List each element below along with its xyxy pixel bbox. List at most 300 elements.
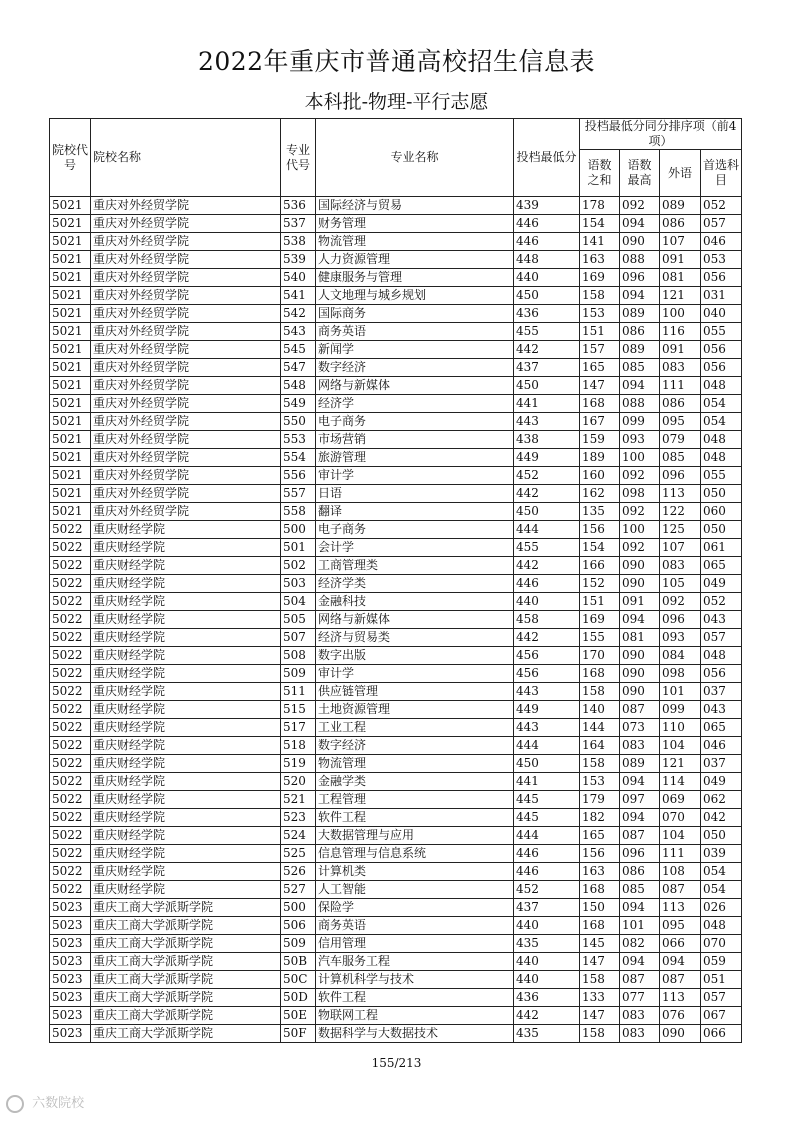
cell-yuwen-sum: 157 (580, 341, 620, 359)
cell-waiyu: 113 (660, 899, 701, 917)
cell-yushu-max: 077 (620, 989, 660, 1007)
cell-school-name: 重庆对外经贸学院 (91, 287, 281, 305)
cell-yuwen-sum: 144 (580, 719, 620, 737)
page-number: 155/213 (371, 1056, 422, 1070)
cell-yuwen-sum: 165 (580, 359, 620, 377)
cell-major-name: 软件工程 (316, 809, 514, 827)
cell-shouxuan: 039 (701, 845, 742, 863)
cell-waiyu: 122 (660, 503, 701, 521)
cell-school-code: 5023 (50, 989, 91, 1007)
cell-major-name: 审计学 (316, 665, 514, 683)
cell-waiyu: 101 (660, 683, 701, 701)
table-row (50, 323, 742, 341)
cell-shouxuan: 054 (701, 881, 742, 899)
cell-min-score: 446 (514, 215, 580, 233)
cell-major-code: 505 (281, 611, 316, 629)
cell-yushu-max: 098 (620, 485, 660, 503)
cell-major-name: 网络与新媒体 (316, 611, 514, 629)
cell-school-name: 重庆财经学院 (91, 881, 281, 899)
table-row (50, 593, 742, 611)
table-row (50, 305, 742, 323)
table-row (50, 359, 742, 377)
header-major-name: 专业名称 (316, 119, 514, 197)
cell-yushu-max: 094 (620, 611, 660, 629)
cell-min-score: 436 (514, 989, 580, 1007)
cell-shouxuan: 042 (701, 809, 742, 827)
cell-yuwen-sum: 147 (580, 953, 620, 971)
table-row (50, 791, 742, 809)
cell-yuwen-sum: 140 (580, 701, 620, 719)
header-shouxuan: 首选科目 (701, 150, 742, 197)
cell-yuwen-sum: 158 (580, 683, 620, 701)
cell-school-code: 5022 (50, 827, 91, 845)
cell-school-code: 5023 (50, 1007, 91, 1025)
cell-yuwen-sum: 182 (580, 809, 620, 827)
cell-min-score: 442 (514, 485, 580, 503)
cell-school-code: 5022 (50, 881, 91, 899)
cell-waiyu: 084 (660, 647, 701, 665)
cell-min-score: 435 (514, 935, 580, 953)
cell-yushu-max: 101 (620, 917, 660, 935)
cell-school-code: 5022 (50, 593, 91, 611)
cell-school-code: 5022 (50, 683, 91, 701)
cell-min-score: 455 (514, 323, 580, 341)
cell-major-code: 519 (281, 755, 316, 773)
cell-yuwen-sum: 178 (580, 197, 620, 215)
table-row (50, 557, 742, 575)
cell-min-score: 446 (514, 863, 580, 881)
cell-major-name: 电子商务 (316, 521, 514, 539)
cell-yushu-max: 086 (620, 323, 660, 341)
table-row (50, 755, 742, 773)
cell-major-name: 工业工程 (316, 719, 514, 737)
cell-yuwen-sum: 141 (580, 233, 620, 251)
cell-major-name: 汽车服务工程 (316, 953, 514, 971)
table-row (50, 449, 742, 467)
cell-major-code: 525 (281, 845, 316, 863)
table-row (50, 701, 742, 719)
cell-shouxuan: 056 (701, 665, 742, 683)
cell-major-name: 市场营销 (316, 431, 514, 449)
cell-yuwen-sum: 168 (580, 917, 620, 935)
cell-school-code: 5022 (50, 629, 91, 647)
cell-major-name: 网络与新媒体 (316, 377, 514, 395)
cell-school-name: 重庆财经学院 (91, 539, 281, 557)
cell-school-code: 5022 (50, 557, 91, 575)
cell-min-score: 449 (514, 449, 580, 467)
watermark-logo-icon (6, 1095, 24, 1113)
cell-shouxuan: 055 (701, 467, 742, 485)
header-school-name: 院校名称 (91, 119, 281, 197)
cell-yuwen-sum: 153 (580, 305, 620, 323)
cell-waiyu: 066 (660, 935, 701, 953)
cell-waiyu: 107 (660, 233, 701, 251)
cell-yushu-max: 097 (620, 791, 660, 809)
table-row (50, 737, 742, 755)
cell-min-score: 446 (514, 845, 580, 863)
cell-school-code: 5022 (50, 737, 91, 755)
table-row (50, 377, 742, 395)
cell-waiyu: 121 (660, 755, 701, 773)
cell-yuwen-sum: 158 (580, 1025, 620, 1043)
cell-waiyu: 107 (660, 539, 701, 557)
cell-school-name: 重庆对外经贸学院 (91, 233, 281, 251)
cell-school-name: 重庆财经学院 (91, 773, 281, 791)
cell-min-score: 446 (514, 575, 580, 593)
cell-waiyu: 095 (660, 413, 701, 431)
cell-school-name: 重庆工商大学派斯学院 (91, 989, 281, 1007)
cell-waiyu: 076 (660, 1007, 701, 1025)
cell-school-name: 重庆工商大学派斯学院 (91, 935, 281, 953)
cell-major-name: 审计学 (316, 467, 514, 485)
watermark (6, 1092, 84, 1113)
cell-major-code: 526 (281, 863, 316, 881)
header-yuwen-sum: 语数之和 (580, 150, 620, 197)
cell-shouxuan: 046 (701, 233, 742, 251)
page-title: 2022年重庆市普通高校招生信息表 (197, 47, 596, 76)
cell-min-score: 448 (514, 251, 580, 269)
cell-min-score: 445 (514, 791, 580, 809)
cell-yuwen-sum: 164 (580, 737, 620, 755)
cell-min-score: 449 (514, 701, 580, 719)
cell-yuwen-sum: 151 (580, 593, 620, 611)
cell-waiyu: 091 (660, 251, 701, 269)
cell-yushu-max: 092 (620, 197, 660, 215)
cell-waiyu: 079 (660, 431, 701, 449)
table-row (50, 1025, 742, 1043)
cell-min-score: 450 (514, 503, 580, 521)
cell-min-score: 440 (514, 953, 580, 971)
cell-shouxuan: 026 (701, 899, 742, 917)
cell-waiyu: 116 (660, 323, 701, 341)
cell-major-code: 500 (281, 521, 316, 539)
cell-school-name: 重庆工商大学派斯学院 (91, 971, 281, 989)
cell-yuwen-sum: 151 (580, 323, 620, 341)
cell-school-code: 5022 (50, 521, 91, 539)
cell-major-code: 518 (281, 737, 316, 755)
cell-school-code: 5022 (50, 539, 91, 557)
cell-school-name: 重庆对外经贸学院 (91, 485, 281, 503)
table-row (50, 287, 742, 305)
table-row (50, 773, 742, 791)
cell-school-name: 重庆财经学院 (91, 755, 281, 773)
cell-shouxuan: 043 (701, 701, 742, 719)
cell-yushu-max: 090 (620, 647, 660, 665)
cell-yushu-max: 094 (620, 287, 660, 305)
cell-school-code: 5021 (50, 269, 91, 287)
cell-major-code: 548 (281, 377, 316, 395)
cell-major-name: 国际经济与贸易 (316, 197, 514, 215)
cell-yushu-max: 073 (620, 719, 660, 737)
cell-waiyu: 087 (660, 881, 701, 899)
table-row (50, 827, 742, 845)
table-row (50, 269, 742, 287)
page-subtitle: 本科批-物理-平行志愿 (304, 91, 489, 113)
table-row (50, 845, 742, 863)
cell-yushu-max: 089 (620, 341, 660, 359)
cell-yuwen-sum: 168 (580, 395, 620, 413)
header-waiyu: 外语 (660, 150, 701, 197)
cell-major-name: 日语 (316, 485, 514, 503)
cell-school-code: 5023 (50, 935, 91, 953)
cell-major-code: 504 (281, 593, 316, 611)
cell-major-name: 经济与贸易类 (316, 629, 514, 647)
cell-min-score: 440 (514, 593, 580, 611)
cell-min-score: 452 (514, 881, 580, 899)
cell-yuwen-sum: 150 (580, 899, 620, 917)
cell-shouxuan: 060 (701, 503, 742, 521)
cell-waiyu: 099 (660, 701, 701, 719)
cell-major-code: 554 (281, 449, 316, 467)
cell-major-name: 保险学 (316, 899, 514, 917)
table-row (50, 647, 742, 665)
cell-waiyu: 083 (660, 359, 701, 377)
cell-shouxuan: 051 (701, 971, 742, 989)
cell-shouxuan: 059 (701, 953, 742, 971)
cell-major-code: 506 (281, 917, 316, 935)
cell-major-name: 计算机科学与技术 (316, 971, 514, 989)
table-body (50, 197, 742, 1043)
cell-school-code: 5022 (50, 809, 91, 827)
cell-shouxuan: 056 (701, 341, 742, 359)
cell-yushu-max: 085 (620, 359, 660, 377)
cell-waiyu: 113 (660, 989, 701, 1007)
cell-major-name: 供应链管理 (316, 683, 514, 701)
cell-min-score: 444 (514, 737, 580, 755)
cell-yuwen-sum: 162 (580, 485, 620, 503)
cell-yuwen-sum: 189 (580, 449, 620, 467)
cell-major-name: 计算机类 (316, 863, 514, 881)
cell-waiyu: 125 (660, 521, 701, 539)
cell-school-name: 重庆工商大学派斯学院 (91, 917, 281, 935)
table-row (50, 251, 742, 269)
cell-yuwen-sum: 169 (580, 611, 620, 629)
table-row (50, 809, 742, 827)
cell-school-name: 重庆对外经贸学院 (91, 215, 281, 233)
cell-min-score: 452 (514, 467, 580, 485)
cell-shouxuan: 050 (701, 521, 742, 539)
table-row (50, 863, 742, 881)
table-row (50, 899, 742, 917)
cell-major-code: 509 (281, 935, 316, 953)
cell-waiyu: 085 (660, 449, 701, 467)
cell-yushu-max: 090 (620, 683, 660, 701)
cell-school-name: 重庆对外经贸学院 (91, 395, 281, 413)
cell-yuwen-sum: 156 (580, 845, 620, 863)
cell-shouxuan: 048 (701, 647, 742, 665)
cell-major-code: 553 (281, 431, 316, 449)
cell-school-code: 5021 (50, 377, 91, 395)
cell-shouxuan: 050 (701, 485, 742, 503)
cell-yuwen-sum: 168 (580, 665, 620, 683)
watermark-text: 六数院校 (32, 1096, 85, 1111)
cell-major-name: 会计学 (316, 539, 514, 557)
cell-major-code: 545 (281, 341, 316, 359)
cell-yushu-max: 083 (620, 737, 660, 755)
cell-major-code: 50C (281, 971, 316, 989)
cell-school-name: 重庆财经学院 (91, 863, 281, 881)
cell-school-code: 5023 (50, 971, 91, 989)
cell-waiyu: 091 (660, 341, 701, 359)
cell-yushu-max: 090 (620, 575, 660, 593)
cell-shouxuan: 056 (701, 359, 742, 377)
cell-major-code: 520 (281, 773, 316, 791)
cell-yuwen-sum: 179 (580, 791, 620, 809)
cell-school-name: 重庆财经学院 (91, 809, 281, 827)
cell-yushu-max: 087 (620, 701, 660, 719)
cell-school-code: 5022 (50, 575, 91, 593)
cell-major-name: 财务管理 (316, 215, 514, 233)
cell-yuwen-sum: 160 (580, 467, 620, 485)
cell-waiyu: 114 (660, 773, 701, 791)
cell-waiyu: 113 (660, 485, 701, 503)
cell-school-name: 重庆财经学院 (91, 827, 281, 845)
cell-min-score: 442 (514, 629, 580, 647)
cell-school-code: 5023 (50, 953, 91, 971)
cell-major-name: 经济学类 (316, 575, 514, 593)
cell-shouxuan: 048 (701, 449, 742, 467)
table-row (50, 197, 742, 215)
table-row (50, 665, 742, 683)
cell-min-score: 443 (514, 413, 580, 431)
cell-school-code: 5021 (50, 215, 91, 233)
cell-major-name: 金融学类 (316, 773, 514, 791)
table-row (50, 539, 742, 557)
cell-shouxuan: 054 (701, 863, 742, 881)
cell-waiyu: 086 (660, 395, 701, 413)
cell-shouxuan: 061 (701, 539, 742, 557)
cell-shouxuan: 053 (701, 251, 742, 269)
cell-min-score: 443 (514, 719, 580, 737)
cell-shouxuan: 050 (701, 827, 742, 845)
cell-school-code: 5022 (50, 647, 91, 665)
cell-school-code: 5021 (50, 485, 91, 503)
cell-school-name: 重庆财经学院 (91, 665, 281, 683)
cell-yushu-max: 093 (620, 431, 660, 449)
cell-major-code: 536 (281, 197, 316, 215)
header-school-code: 院校代号 (50, 119, 91, 197)
cell-major-name: 商务英语 (316, 917, 514, 935)
cell-waiyu: 081 (660, 269, 701, 287)
cell-yuwen-sum: 163 (580, 251, 620, 269)
cell-waiyu: 094 (660, 953, 701, 971)
table-row (50, 881, 742, 899)
cell-shouxuan: 048 (701, 377, 742, 395)
cell-major-code: 511 (281, 683, 316, 701)
cell-shouxuan: 056 (701, 269, 742, 287)
cell-waiyu: 083 (660, 557, 701, 575)
cell-school-name: 重庆对外经贸学院 (91, 467, 281, 485)
cell-major-code: 509 (281, 665, 316, 683)
cell-shouxuan: 043 (701, 611, 742, 629)
cell-school-name: 重庆工商大学派斯学院 (91, 1025, 281, 1043)
header-tie-group: 投档最低分同分排序项（前4项） (580, 119, 742, 150)
cell-major-code: 549 (281, 395, 316, 413)
cell-yushu-max: 086 (620, 863, 660, 881)
cell-school-name: 重庆对外经贸学院 (91, 323, 281, 341)
cell-major-code: 557 (281, 485, 316, 503)
cell-school-code: 5021 (50, 395, 91, 413)
cell-major-name: 翻译 (316, 503, 514, 521)
cell-min-score: 440 (514, 917, 580, 935)
cell-waiyu: 104 (660, 737, 701, 755)
cell-major-name: 金融科技 (316, 593, 514, 611)
cell-school-code: 5022 (50, 701, 91, 719)
cell-yushu-max: 091 (620, 593, 660, 611)
cell-school-code: 5022 (50, 611, 91, 629)
cell-major-name: 人力资源管理 (316, 251, 514, 269)
cell-yushu-max: 083 (620, 1025, 660, 1043)
cell-yushu-max: 085 (620, 881, 660, 899)
cell-min-score: 435 (514, 1025, 580, 1043)
cell-shouxuan: 054 (701, 413, 742, 431)
cell-major-code: 558 (281, 503, 316, 521)
cell-yushu-max: 087 (620, 827, 660, 845)
cell-waiyu: 090 (660, 1025, 701, 1043)
cell-shouxuan: 057 (701, 215, 742, 233)
cell-yushu-max: 083 (620, 1007, 660, 1025)
cell-yuwen-sum: 167 (580, 413, 620, 431)
cell-yuwen-sum: 133 (580, 989, 620, 1007)
cell-school-code: 5021 (50, 323, 91, 341)
cell-min-score: 444 (514, 827, 580, 845)
cell-min-score: 450 (514, 755, 580, 773)
cell-major-code: 524 (281, 827, 316, 845)
cell-yushu-max: 094 (620, 377, 660, 395)
cell-school-name: 重庆财经学院 (91, 701, 281, 719)
cell-school-name: 重庆对外经贸学院 (91, 449, 281, 467)
cell-major-code: 556 (281, 467, 316, 485)
cell-major-name: 商务英语 (316, 323, 514, 341)
cell-school-name: 重庆工商大学派斯学院 (91, 953, 281, 971)
cell-school-code: 5023 (50, 1025, 91, 1043)
cell-school-name: 重庆财经学院 (91, 737, 281, 755)
cell-shouxuan: 037 (701, 683, 742, 701)
cell-waiyu: 105 (660, 575, 701, 593)
cell-waiyu: 093 (660, 629, 701, 647)
cell-yuwen-sum: 159 (580, 431, 620, 449)
cell-major-name: 数字经济 (316, 737, 514, 755)
cell-school-code: 5022 (50, 863, 91, 881)
cell-school-code: 5022 (50, 719, 91, 737)
cell-major-code: 503 (281, 575, 316, 593)
cell-yushu-max: 092 (620, 503, 660, 521)
cell-waiyu: 096 (660, 467, 701, 485)
cell-yuwen-sum: 147 (580, 1007, 620, 1025)
cell-min-score: 450 (514, 287, 580, 305)
cell-major-name: 数字经济 (316, 359, 514, 377)
cell-major-name: 工商管理类 (316, 557, 514, 575)
cell-major-name: 土地资源管理 (316, 701, 514, 719)
cell-waiyu: 092 (660, 593, 701, 611)
cell-major-code: 507 (281, 629, 316, 647)
cell-school-code: 5022 (50, 665, 91, 683)
cell-school-name: 重庆财经学院 (91, 791, 281, 809)
cell-major-name: 物流管理 (316, 233, 514, 251)
table-row (50, 413, 742, 431)
cell-yushu-max: 092 (620, 467, 660, 485)
cell-shouxuan: 049 (701, 575, 742, 593)
cell-yushu-max: 087 (620, 971, 660, 989)
cell-waiyu: 087 (660, 971, 701, 989)
cell-yushu-max: 099 (620, 413, 660, 431)
cell-school-name: 重庆对外经贸学院 (91, 503, 281, 521)
cell-yushu-max: 082 (620, 935, 660, 953)
cell-min-score: 438 (514, 431, 580, 449)
cell-major-code: 50B (281, 953, 316, 971)
cell-shouxuan: 065 (701, 719, 742, 737)
cell-school-name: 重庆财经学院 (91, 719, 281, 737)
